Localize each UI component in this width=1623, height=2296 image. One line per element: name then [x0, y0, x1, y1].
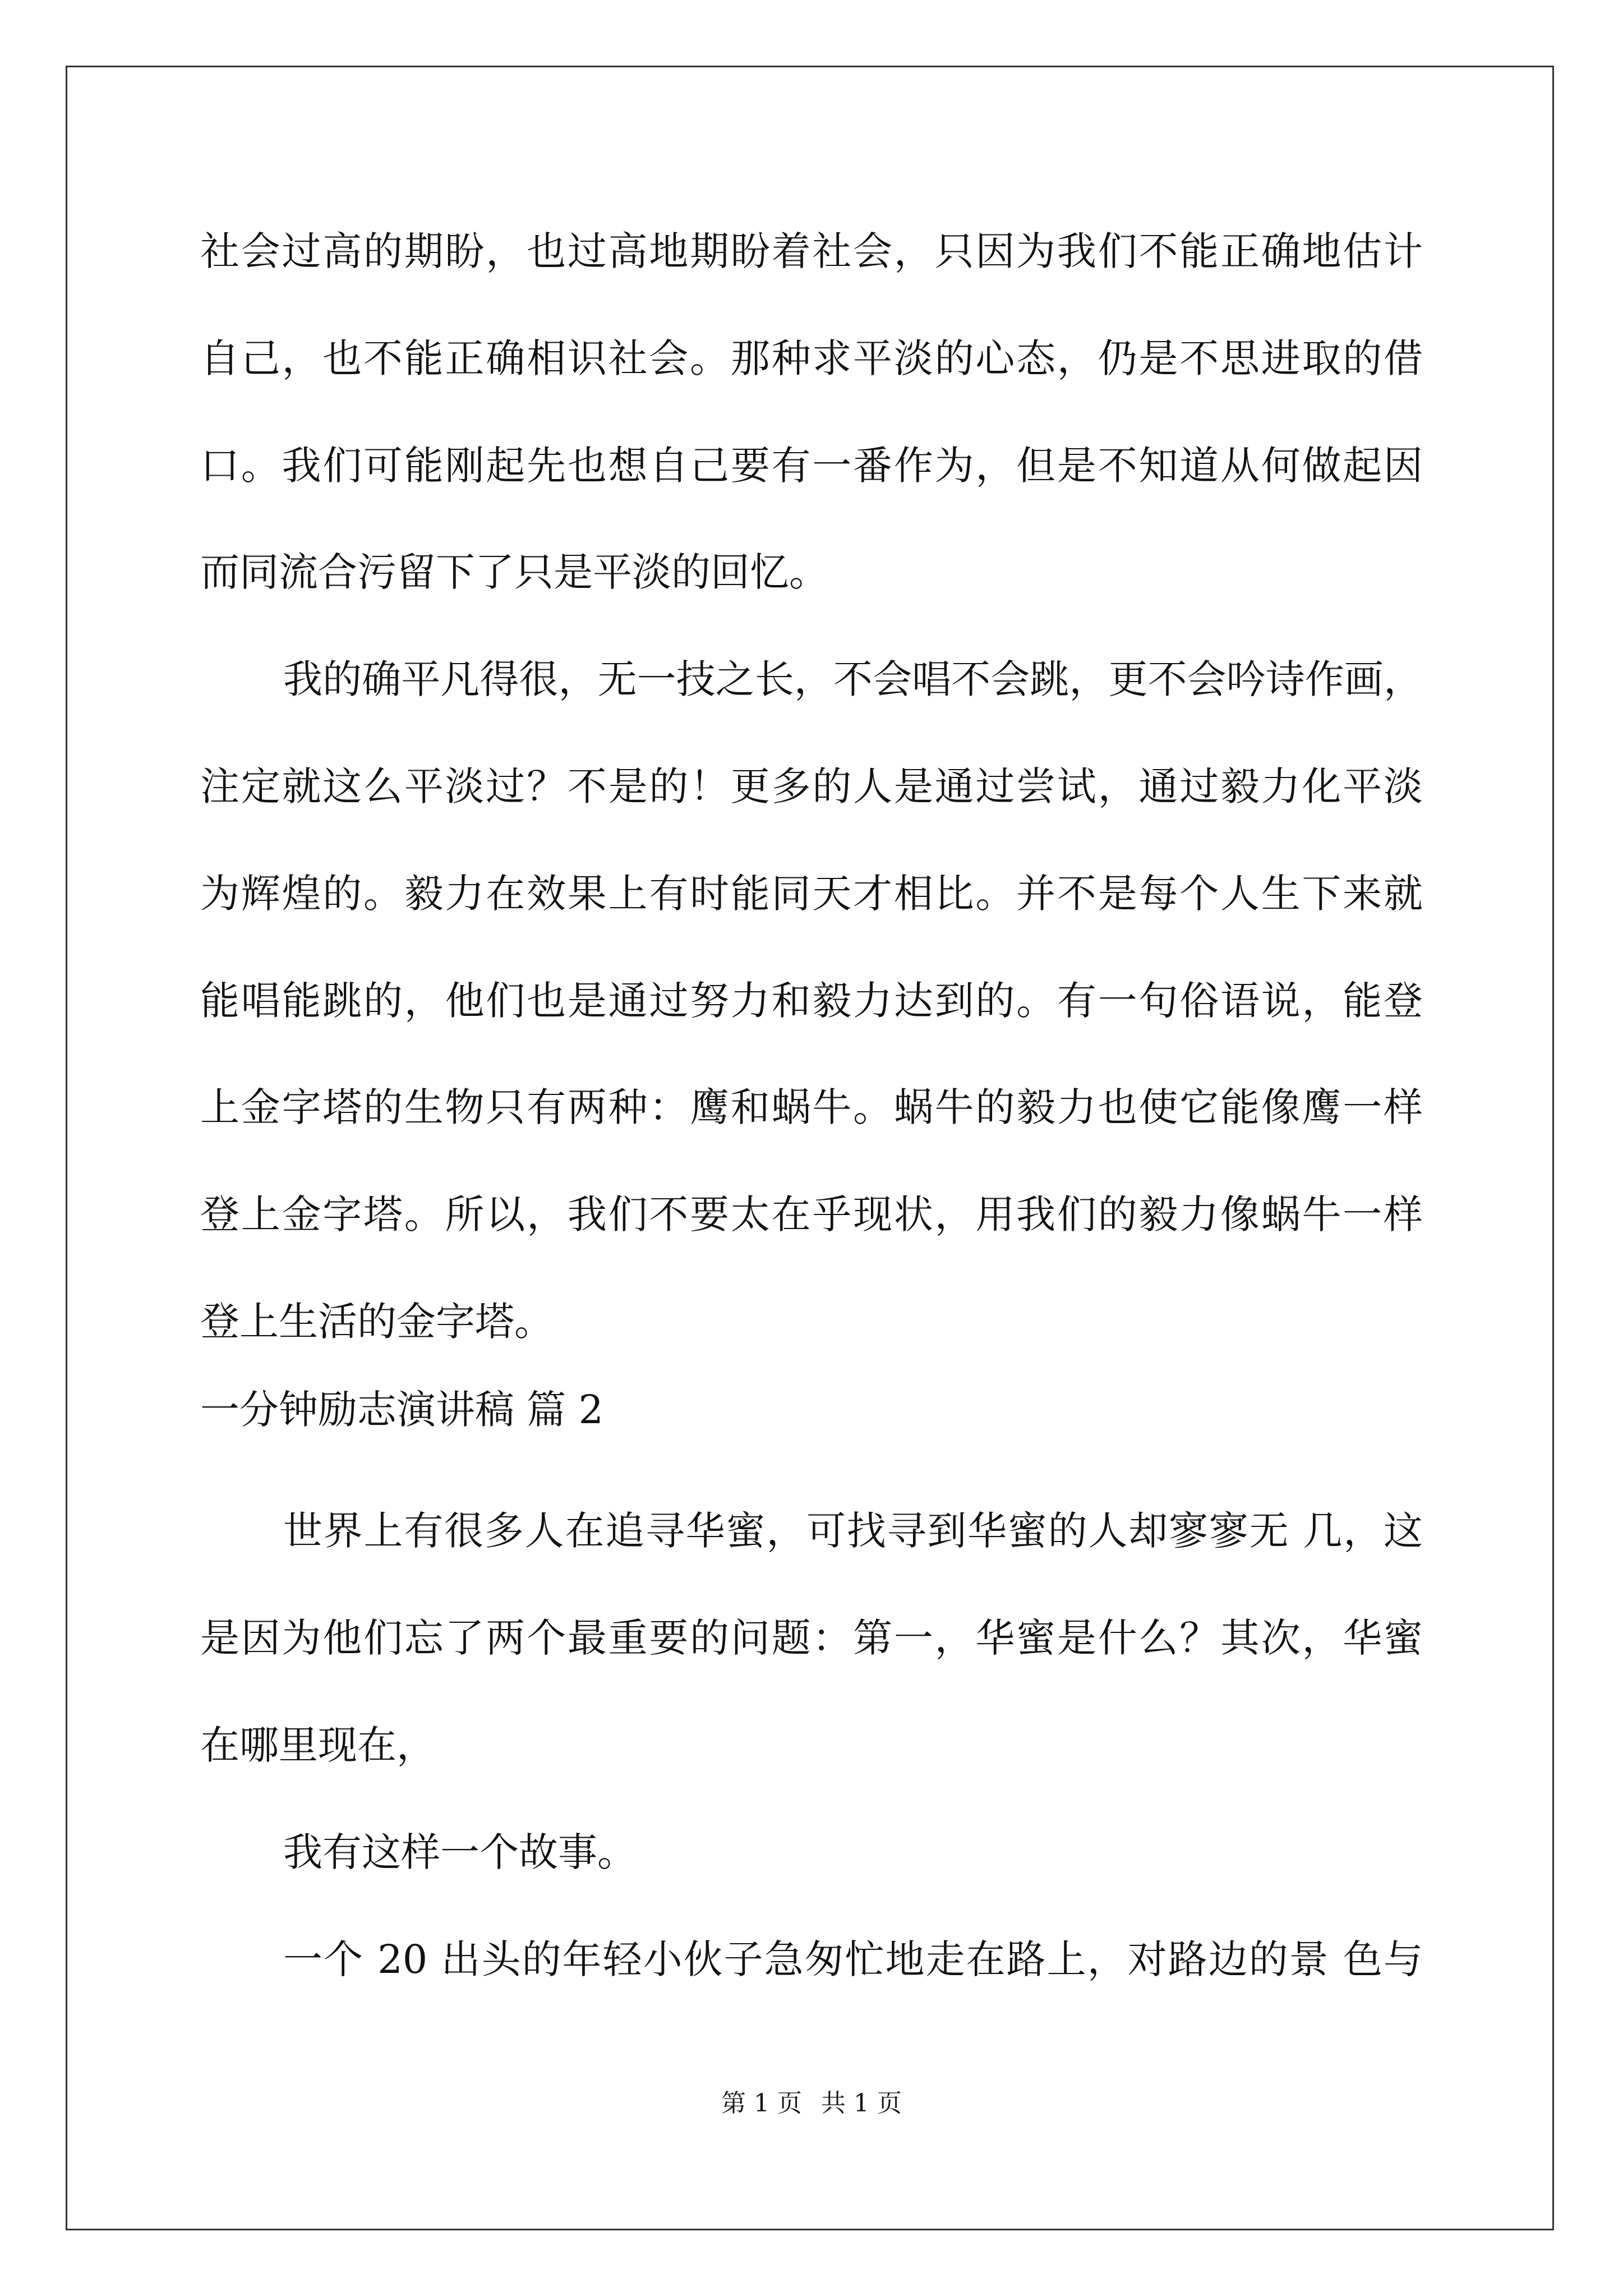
paragraph-line: 口。我们可能刚起先也想自己要有一番作为，但是不知道从何做起因	[200, 443, 1423, 489]
page-number: 第 1 页	[721, 2089, 802, 2118]
paragraph-line: 世界上有很多人在追寻华蜜，可找寻到华蜜的人却寥寥无 几，这	[283, 1508, 1423, 1554]
paragraph-line: 自己，也不能正确相识社会。那种求平淡的心态，仍是不思进取的借	[200, 335, 1423, 381]
paragraph-line: 为辉煌的。毅力在效果上有时能同天才相比。并不是每个人生下来就	[200, 871, 1423, 917]
paragraph-line: 能唱能跳的，他们也是通过努力和毅力达到的。有一句俗语说，能登	[200, 978, 1423, 1024]
page-footer	[0, 2087, 1623, 2120]
paragraph-line: 上金字塔的生物只有两种：鹰和蜗牛。蜗牛的毅力也使它能像鹰一样	[200, 1084, 1423, 1130]
paragraph-line: 注定就这么平淡过？不是的！更多的人是通过尝试，通过毅力化平淡	[200, 763, 1423, 809]
paragraph-line: 我的确平凡得很，无一技之长，不会唱不会跳，更不会吟诗作画，	[283, 656, 1423, 702]
paragraph-line: 是因为他们忘了两个最重要的问题：第一，华蜜是什么？其次，华蜜	[200, 1615, 1423, 1661]
paragraph-line: 而同流合污留下了只是平淡的回忆。	[200, 549, 828, 595]
paragraph-line: 社会过高的期盼，也过高地期盼着社会，只因为我们不能正确地估计	[200, 228, 1423, 274]
paragraph-line: 一个 20 出头的年轻小伙子急匆忙地走在路上，对路边的景 色与	[283, 1936, 1423, 1982]
paragraph-line: 我有这样一个故事。	[283, 1829, 637, 1875]
paragraph-line: 登上生活的金字塔。	[200, 1299, 554, 1345]
page-total: 共 1 页	[821, 2089, 902, 2118]
paragraph-line: 在哪里现在，	[200, 1722, 436, 1768]
paragraph-line: 登上金字塔。所以，我们不要太在乎现状，用我们的毅力像蜗牛一样	[200, 1191, 1423, 1237]
section-heading: 一分钟励志演讲稿 篇 2	[200, 1387, 604, 1433]
page-border	[66, 66, 1554, 2230]
